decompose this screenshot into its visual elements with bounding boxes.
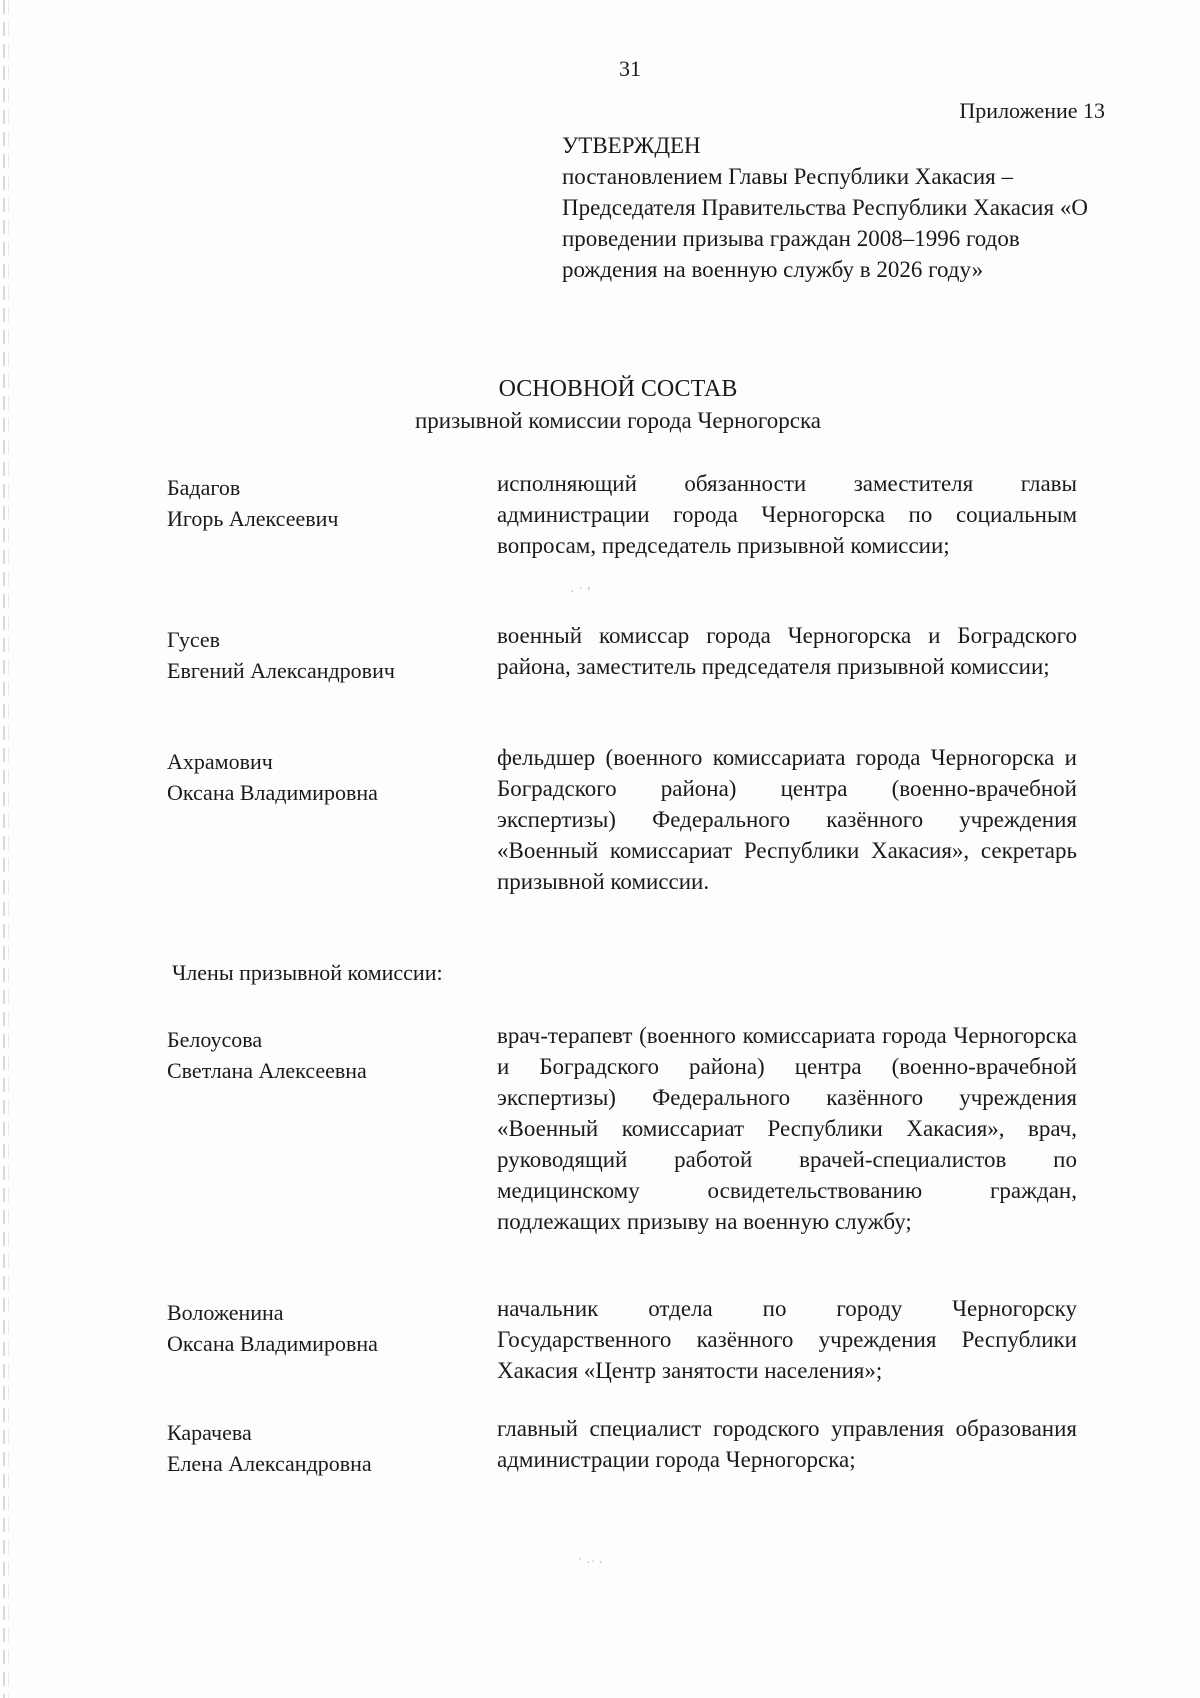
member-given-names: Светлана Алексеевна (167, 1058, 367, 1083)
member-given-names: Елена Александровна (167, 1451, 372, 1476)
document-title: ОСНОВНОЙ СОСТАВ (498, 376, 738, 402)
member-position: фельдшер (военного комиссариата города Черногорска и Боградского района) центра (военно-врачебной экспертизы) Федерального казённого учреждения «Военный комиссариат Республики Хакасия», секретарь призывной комиссии. (497, 745, 1077, 894)
document-subtitle: призывной комиссии города Черногорска (414, 408, 822, 433)
members-heading: Члены призывной комиссии: (172, 960, 443, 985)
member-surname: Гусев (167, 627, 221, 652)
member-name (167, 1024, 467, 1086)
member-name (167, 624, 467, 686)
approval-stamp-title: УТВЕРЖДЕН (562, 133, 701, 158)
member-position: начальник отдела по городу Черногорску Государственного казённого учреждения Республики Хакасия «Центр занятости населения»; (497, 1296, 1077, 1383)
scan-edge-artifact (8, 0, 9, 1698)
member-name (167, 1417, 467, 1479)
member-surname: Карачева (167, 1420, 252, 1445)
scan-speck: · ˙ ʼ (570, 585, 591, 600)
page-number: 31 (619, 56, 641, 81)
member-position: врач-терапевт (военного комиссариата города Черногорска и Боградского района) центра (военно-врачебной экспертизы) Федерального казённого учреждения «Военный комиссариат Республики Хакасия», врач, руководящий работой врачей-специалистов по медицинскому освидетельствованию граждан, подлежащих призыву на военную службу; (497, 1023, 1077, 1234)
member-given-names: Евгений Александрович (167, 658, 395, 683)
member-given-names: Игорь Алексеевич (167, 506, 339, 531)
scan-edge-artifact (3, 0, 5, 1698)
approval-decree-text: постановлением Главы Республики Хакасия – Председателя Правительства Республики Хакасия «О проведении призыва граждан 2008–1996 годов рождения на военную службу в 2026 году» (562, 164, 1088, 282)
member-position: военный комиссар города Черногорска и Боградского района, заместитель председателя призывной комиссии; (497, 623, 1077, 679)
member-position: главный специалист городского управления образования администрации города Черногорска; (497, 1416, 1077, 1472)
member-surname: Воложенина (167, 1300, 284, 1325)
member-surname: Ахрамович (167, 749, 273, 774)
member-given-names: Оксана Владимировна (167, 780, 378, 805)
scan-speck: ˙ ·ˑ · (578, 1556, 603, 1571)
approval-block (562, 130, 1102, 285)
member-surname: Бадагов (167, 475, 241, 500)
member-surname: Белоусова (167, 1027, 263, 1052)
member-position: исполняющий обязанности заместителя главы администрации города Черногорска по социальным вопросам, председатель призывной комиссии; (497, 471, 1077, 558)
member-name (167, 472, 467, 534)
member-name (167, 746, 467, 808)
member-given-names: Оксана Владимировна (167, 1331, 378, 1356)
member-name (167, 1297, 467, 1359)
appendix-label: Приложение 13 (959, 98, 1105, 123)
